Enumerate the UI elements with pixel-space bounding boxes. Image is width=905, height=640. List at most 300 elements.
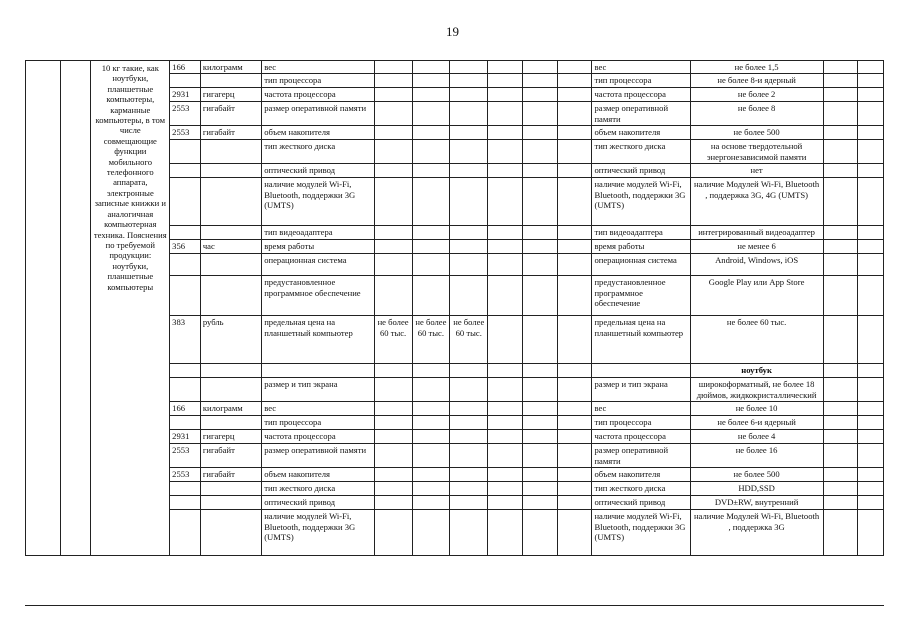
empty-cell <box>823 140 858 164</box>
requirements-table-body <box>26 61 884 556</box>
value-cell-1 <box>374 88 412 102</box>
characteristic-cell: объем накопителя <box>262 468 374 482</box>
empty-cell <box>522 164 557 178</box>
empty-cell <box>522 416 557 430</box>
empty-cell <box>488 468 523 482</box>
empty-cell <box>557 316 592 364</box>
empty-cell <box>858 430 884 444</box>
okei-code-cell: 2931 <box>170 88 201 102</box>
value-cell-3 <box>450 482 488 496</box>
characteristic-cell: операционная система <box>262 254 374 276</box>
characteristic-cell: размер и тип экрана <box>262 378 374 402</box>
value-cell-2 <box>412 102 450 126</box>
characteristic-cell: время работы <box>262 240 374 254</box>
characteristic-cell-2: частота процессора <box>592 430 690 444</box>
empty-cell <box>823 102 858 126</box>
characteristic-cell: тип жесткого диска <box>262 140 374 164</box>
empty-cell <box>858 316 884 364</box>
okei-code-cell: 2553 <box>170 468 201 482</box>
empty-cell <box>858 444 884 468</box>
empty-cell <box>557 178 592 226</box>
value-cell: не более 8-и ядерный <box>690 74 823 88</box>
value-cell-3 <box>450 226 488 240</box>
empty-cell <box>522 61 557 74</box>
empty-cell <box>858 468 884 482</box>
value-cell-1 <box>374 240 412 254</box>
value-cell-2 <box>412 140 450 164</box>
value-cell-2 <box>412 416 450 430</box>
okei-code-cell: 2553 <box>170 102 201 126</box>
empty-cell <box>522 226 557 240</box>
okei-code-cell <box>170 378 201 402</box>
unit-name-cell <box>200 416 261 430</box>
characteristic-cell-2 <box>592 364 690 378</box>
okei-code-cell <box>170 178 201 226</box>
value-cell: DVD±RW, внутренний <box>690 496 823 510</box>
unit-name-cell <box>200 140 261 164</box>
value-cell-1 <box>374 126 412 140</box>
empty-cell <box>823 510 858 556</box>
okei-code-cell: 2553 <box>170 444 201 468</box>
value-cell-2 <box>412 61 450 74</box>
characteristic-cell-2: тип процессора <box>592 416 690 430</box>
characteristic-cell-2: предустановленное программное обеспечение <box>592 276 690 316</box>
value-cell-2 <box>412 88 450 102</box>
empty-cell <box>557 496 592 510</box>
okei-code-cell <box>170 74 201 88</box>
okei-code-cell: 166 <box>170 402 201 416</box>
characteristic-cell: вес <box>262 61 374 74</box>
value-cell-3 <box>450 364 488 378</box>
value-cell-2 <box>412 378 450 402</box>
characteristic-cell-2: наличие модулей Wi-Fi, Bluetooth, поддержки 3G (UMTS) <box>592 510 690 556</box>
value-cell-3 <box>450 468 488 482</box>
empty-cell <box>823 126 858 140</box>
unit-name-cell <box>200 364 261 378</box>
empty-cell <box>557 240 592 254</box>
empty-cell <box>522 482 557 496</box>
empty-cell <box>823 378 858 402</box>
value-cell-1: не более 60 тыс. <box>374 316 412 364</box>
characteristic-cell-2: время работы <box>592 240 690 254</box>
empty-cell <box>557 102 592 126</box>
empty-cell <box>557 364 592 378</box>
empty-cell <box>522 364 557 378</box>
value-cell-1 <box>374 496 412 510</box>
empty-cell <box>557 430 592 444</box>
empty-cell <box>488 276 523 316</box>
unit-name-cell <box>200 496 261 510</box>
empty-cell <box>557 510 592 556</box>
characteristic-cell: тип процессора <box>262 74 374 88</box>
value-cell: наличие Модулей Wi-Fi, Bluetooth , поддержка 3G, 4G (UMTS) <box>690 178 823 226</box>
value-cell-2 <box>412 482 450 496</box>
product-description-cell: 10 кг такие, как ноутбуки, планшетные компьютеры, карманные компьютеры, в том числе совмещающие функции мобильного телефонного аппарата, электронные записные книжки и аналогичная компьютерная техника. Пояснения по требуемой продукции: ноутбуки, планшетные компьютеры <box>91 61 170 556</box>
value-cell: не более 10 <box>690 402 823 416</box>
unit-name-cell <box>200 178 261 226</box>
empty-cell <box>858 254 884 276</box>
empty-cell <box>823 254 858 276</box>
unit-name-cell: гигабайт <box>200 126 261 140</box>
empty-cell <box>488 126 523 140</box>
value-cell-2 <box>412 226 450 240</box>
value-cell: широкоформатный, не более 18 дюймов, жидкокристаллический <box>690 378 823 402</box>
value-cell-2 <box>412 496 450 510</box>
unit-name-cell <box>200 164 261 178</box>
value-cell-3 <box>450 74 488 88</box>
empty-cell <box>823 364 858 378</box>
unit-name-cell <box>200 482 261 496</box>
characteristic-cell: частота процессора <box>262 430 374 444</box>
value-cell-1 <box>374 226 412 240</box>
unit-name-cell <box>200 254 261 276</box>
empty-cell <box>522 140 557 164</box>
value-cell-1 <box>374 364 412 378</box>
value-cell-3 <box>450 276 488 316</box>
empty-cell <box>522 316 557 364</box>
empty-cell <box>823 316 858 364</box>
okei-code-cell: 356 <box>170 240 201 254</box>
empty-cell <box>522 378 557 402</box>
unit-name-cell <box>200 276 261 316</box>
empty-cell <box>557 482 592 496</box>
characteristic-cell-2: размер и тип экрана <box>592 378 690 402</box>
characteristic-cell: оптический привод <box>262 496 374 510</box>
characteristic-cell-2: вес <box>592 61 690 74</box>
empty-cell <box>858 74 884 88</box>
empty-cell <box>488 102 523 126</box>
empty-cell <box>823 178 858 226</box>
empty-cell <box>488 430 523 444</box>
empty-cell <box>557 468 592 482</box>
empty-cell <box>823 61 858 74</box>
empty-cell <box>488 61 523 74</box>
unit-name-cell: час <box>200 240 261 254</box>
value-cell-2 <box>412 444 450 468</box>
empty-cell <box>823 74 858 88</box>
empty-cell <box>823 430 858 444</box>
value-cell-3 <box>450 240 488 254</box>
value-cell-1 <box>374 178 412 226</box>
empty-cell <box>488 496 523 510</box>
unit-name-cell: рубль <box>200 316 261 364</box>
okei-code-cell <box>170 276 201 316</box>
empty-cell <box>557 74 592 88</box>
empty-cell <box>557 416 592 430</box>
empty-cell <box>488 316 523 364</box>
empty-cell <box>858 88 884 102</box>
okei-code-cell <box>170 510 201 556</box>
requirements-table-wrapper <box>25 60 884 606</box>
value-cell-2 <box>412 74 450 88</box>
unit-name-cell: килограмм <box>200 61 261 74</box>
value-cell: интегрированный видеоадаптер <box>690 226 823 240</box>
empty-cell <box>858 510 884 556</box>
value-cell-1 <box>374 140 412 164</box>
value-cell-1 <box>374 510 412 556</box>
value-cell-3 <box>450 254 488 276</box>
empty-cell <box>823 164 858 178</box>
value-cell-2 <box>412 254 450 276</box>
empty-cell <box>858 364 884 378</box>
value-cell-3 <box>450 88 488 102</box>
unit-name-cell <box>200 226 261 240</box>
empty-cell <box>557 402 592 416</box>
value-cell-3 <box>450 61 488 74</box>
empty-cell <box>557 276 592 316</box>
empty-cell <box>557 254 592 276</box>
value-cell-3 <box>450 102 488 126</box>
value-cell-2: не более 60 тыс. <box>412 316 450 364</box>
unit-name-cell: гигабайт <box>200 468 261 482</box>
okei-code-cell <box>170 164 201 178</box>
value-cell-3 <box>450 510 488 556</box>
empty-cell <box>858 226 884 240</box>
empty-cell <box>858 276 884 316</box>
empty-cell <box>488 402 523 416</box>
value-cell-1 <box>374 444 412 468</box>
empty-cell <box>823 416 858 430</box>
empty-cell <box>488 254 523 276</box>
okei-code-cell <box>170 140 201 164</box>
unit-name-cell: гигагерц <box>200 88 261 102</box>
value-cell: не более 1,5 <box>690 61 823 74</box>
characteristic-cell: тип процессора <box>262 416 374 430</box>
characteristic-cell: размер оперативной памяти <box>262 444 374 468</box>
characteristic-cell: размер оперативной памяти <box>262 102 374 126</box>
empty-cell <box>522 510 557 556</box>
value-cell-1 <box>374 276 412 316</box>
okei-code-cell <box>170 226 201 240</box>
empty-cell <box>858 164 884 178</box>
value-cell-1 <box>374 482 412 496</box>
empty-cell <box>488 88 523 102</box>
value-cell-3 <box>450 178 488 226</box>
value-cell-3 <box>450 402 488 416</box>
characteristic-cell <box>262 364 374 378</box>
characteristic-cell: предельная цена на планшетный компьютер <box>262 316 374 364</box>
characteristic-cell-2: тип видеоадаптера <box>592 226 690 240</box>
value-cell: не более 16 <box>690 444 823 468</box>
empty-cell <box>488 364 523 378</box>
value-cell: не более 6-и ядерный <box>690 416 823 430</box>
empty-cell <box>858 378 884 402</box>
value-cell: не более 500 <box>690 126 823 140</box>
value-cell-3 <box>450 444 488 468</box>
value-cell-3: не более 60 тыс. <box>450 316 488 364</box>
empty-cell <box>522 102 557 126</box>
empty-cell <box>522 468 557 482</box>
characteristic-cell: объем накопителя <box>262 126 374 140</box>
empty-cell <box>488 378 523 402</box>
value-cell-2 <box>412 430 450 444</box>
page-number: 19 <box>446 24 459 39</box>
value-cell: не менее 6 <box>690 240 823 254</box>
value-cell: нет <box>690 164 823 178</box>
value-cell: не более 60 тыс. <box>690 316 823 364</box>
value-cell-3 <box>450 378 488 402</box>
empty-cell <box>858 482 884 496</box>
value-cell-3 <box>450 496 488 510</box>
value-cell-2 <box>412 276 450 316</box>
value-cell-1 <box>374 61 412 74</box>
unit-name-cell <box>200 378 261 402</box>
empty-cell <box>522 402 557 416</box>
empty-cell <box>823 88 858 102</box>
characteristic-cell: частота процессора <box>262 88 374 102</box>
value-cell: Android, Windows, iOS <box>690 254 823 276</box>
value-cell: Google Play или App Store <box>690 276 823 316</box>
empty-cell <box>522 496 557 510</box>
characteristic-cell-2: наличие модулей Wi-Fi, Bluetooth, поддержки 3G (UMTS) <box>592 178 690 226</box>
value-cell: не более 4 <box>690 430 823 444</box>
empty-cell <box>557 126 592 140</box>
empty-cell <box>823 240 858 254</box>
empty-cell <box>488 240 523 254</box>
value-cell-1 <box>374 468 412 482</box>
value-cell: не более 500 <box>690 468 823 482</box>
table-row <box>26 61 884 74</box>
value-cell-1 <box>374 430 412 444</box>
empty-cell <box>858 140 884 164</box>
empty-cell <box>488 178 523 226</box>
characteristic-cell-2: объем накопителя <box>592 468 690 482</box>
empty-cell <box>823 496 858 510</box>
okei-code-cell: 383 <box>170 316 201 364</box>
okei-code-cell <box>170 416 201 430</box>
value-cell-3 <box>450 416 488 430</box>
value-cell: HDD,SSD <box>690 482 823 496</box>
empty-cell <box>488 164 523 178</box>
unit-name-cell: килограмм <box>200 402 261 416</box>
value-cell: не более 8 <box>690 102 823 126</box>
value-cell-3 <box>450 430 488 444</box>
characteristic-cell-2: тип процессора <box>592 74 690 88</box>
empty-cell <box>488 510 523 556</box>
characteristic-cell-2: тип жесткого диска <box>592 482 690 496</box>
empty-cell <box>823 276 858 316</box>
characteristic-cell-2: вес <box>592 402 690 416</box>
value-cell-3 <box>450 126 488 140</box>
characteristic-cell-2: тип жесткого диска <box>592 140 690 164</box>
okei-code-cell <box>170 254 201 276</box>
empty-cell <box>522 126 557 140</box>
characteristic-cell-2: предельная цена на планшетный компьютер <box>592 316 690 364</box>
value-cell-1 <box>374 74 412 88</box>
empty-cell <box>60 61 91 556</box>
empty-cell <box>557 140 592 164</box>
empty-cell <box>522 444 557 468</box>
empty-cell <box>522 276 557 316</box>
empty-cell <box>488 482 523 496</box>
empty-cell <box>522 88 557 102</box>
empty-cell <box>488 74 523 88</box>
value-cell-1 <box>374 102 412 126</box>
characteristic-cell: предустановленное программное обеспечение <box>262 276 374 316</box>
value-cell: не более 2 <box>690 88 823 102</box>
characteristic-cell: тип жесткого диска <box>262 482 374 496</box>
empty-cell <box>823 468 858 482</box>
characteristic-cell: тип видеоадаптера <box>262 226 374 240</box>
value-cell-3 <box>450 140 488 164</box>
empty-cell <box>488 416 523 430</box>
characteristic-cell-2: оптический привод <box>592 164 690 178</box>
empty-cell <box>557 226 592 240</box>
empty-cell <box>858 178 884 226</box>
empty-cell <box>522 74 557 88</box>
empty-cell <box>557 444 592 468</box>
empty-cell <box>557 378 592 402</box>
empty-cell <box>858 496 884 510</box>
okei-code-cell: 166 <box>170 61 201 74</box>
value-cell: наличие Модулей Wi-Fi, Bluetooth , поддержка 3G <box>690 510 823 556</box>
value-cell-2 <box>412 240 450 254</box>
empty-cell <box>557 164 592 178</box>
value-cell-3 <box>450 164 488 178</box>
characteristic-cell-2: объем накопителя <box>592 126 690 140</box>
unit-name-cell: гигабайт <box>200 102 261 126</box>
unit-name-cell <box>200 74 261 88</box>
characteristic-cell-2: оптический привод <box>592 496 690 510</box>
okei-code-cell: 2553 <box>170 126 201 140</box>
okei-code-cell <box>170 496 201 510</box>
value-cell-2 <box>412 178 450 226</box>
value-cell-1 <box>374 164 412 178</box>
empty-cell <box>858 402 884 416</box>
value-cell-1 <box>374 416 412 430</box>
empty-cell <box>858 61 884 74</box>
okei-code-cell <box>170 364 201 378</box>
value-cell-1 <box>374 402 412 416</box>
characteristic-cell: наличие модулей Wi-Fi, Bluetooth, поддержки 3G (UMTS) <box>262 510 374 556</box>
okei-code-cell: 2931 <box>170 430 201 444</box>
empty-cell <box>488 226 523 240</box>
empty-cell <box>522 254 557 276</box>
empty-cell <box>823 482 858 496</box>
characteristic-cell: оптический привод <box>262 164 374 178</box>
value-cell-2 <box>412 126 450 140</box>
okei-code-cell <box>170 482 201 496</box>
row-number-cell <box>26 61 61 556</box>
empty-cell <box>858 102 884 126</box>
empty-cell <box>858 126 884 140</box>
value-cell-2 <box>412 364 450 378</box>
characteristic-cell: вес <box>262 402 374 416</box>
empty-cell <box>823 226 858 240</box>
empty-cell <box>823 444 858 468</box>
value-cell: ноутбук <box>690 364 823 378</box>
characteristic-cell-2: частота процессора <box>592 88 690 102</box>
empty-cell <box>522 430 557 444</box>
unit-name-cell: гигабайт <box>200 444 261 468</box>
empty-cell <box>522 240 557 254</box>
empty-cell <box>522 178 557 226</box>
value-cell-2 <box>412 468 450 482</box>
value-cell: на основе твердотельной энергонезависимой памяти <box>690 140 823 164</box>
empty-cell <box>858 240 884 254</box>
characteristic-cell-2: размер оперативной памяти <box>592 102 690 126</box>
unit-name-cell <box>200 510 261 556</box>
unit-name-cell: гигагерц <box>200 430 261 444</box>
characteristic-cell-2: размер оперативной памяти <box>592 444 690 468</box>
requirements-table <box>25 60 884 556</box>
empty-cell <box>823 402 858 416</box>
characteristic-cell-2: операционная система <box>592 254 690 276</box>
value-cell-1 <box>374 378 412 402</box>
value-cell-2 <box>412 510 450 556</box>
value-cell-2 <box>412 164 450 178</box>
empty-cell <box>858 416 884 430</box>
